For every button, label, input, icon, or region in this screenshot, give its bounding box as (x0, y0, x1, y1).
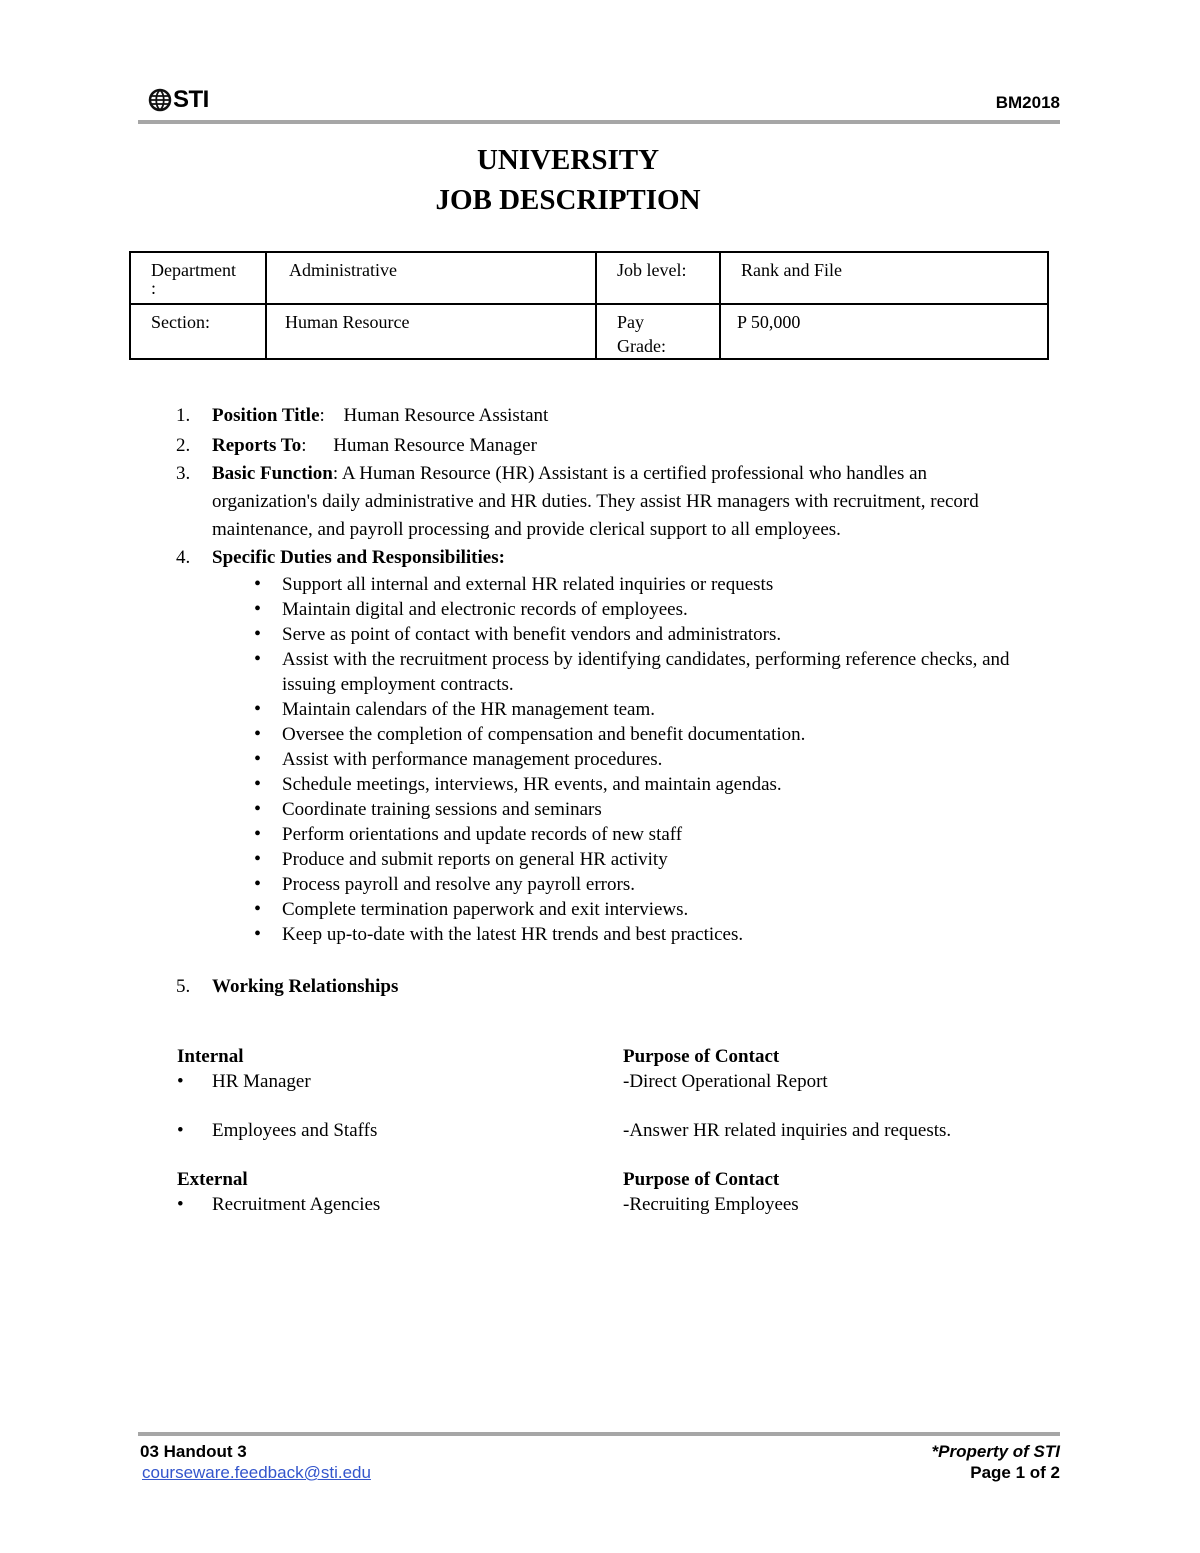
header-divider (138, 120, 1060, 124)
relationship-row (177, 1069, 1057, 1094)
list-item: • Process payroll and resolve any payroll errors. (240, 872, 1030, 897)
purpose-heading: Purpose of Contact (623, 1046, 780, 1067)
duties-list (170, 572, 1030, 947)
working-relationships-label: Working Relationships (212, 976, 399, 997)
external-header-row (177, 1167, 1057, 1192)
reports-to-label: Reports To (212, 435, 302, 456)
basic-function-item (170, 460, 1030, 544)
relationship-row (177, 1118, 1057, 1143)
duties-item (170, 544, 1030, 572)
item-number: 3. (176, 463, 191, 484)
logo-text: STI (173, 86, 209, 113)
external-heading: External (177, 1169, 248, 1190)
job-description-body (170, 402, 1030, 1001)
contact-name: HR Manager (212, 1071, 311, 1092)
reports-to-value: Human Resource Manager (333, 435, 537, 456)
page-title (0, 140, 1136, 220)
pay-grade-value: P 50,000 (720, 304, 1048, 359)
basic-function-label: Basic Function (212, 463, 333, 484)
relationship-row (177, 1192, 1057, 1217)
department-value: Administrative (266, 252, 596, 304)
title-line-2: JOB DESCRIPTION (435, 184, 701, 216)
sti-logo (148, 86, 209, 114)
list-item: • Maintain digital and electronic records of employees. (240, 597, 1030, 622)
department-label: Department (151, 260, 236, 280)
list-item: • Oversee the completion of compensation and benefit documentation. (240, 722, 1030, 747)
basic-function-text: : A Human Resource (HR) Assistant is a certified professional who handles an organization's daily administrative and HR duties. They assist HR managers with recruitment, record maintenance, and payroll processing and provide clerical support to all employees. (212, 463, 979, 540)
working-relationships (177, 1044, 1057, 1217)
bullet-icon: • (177, 1071, 184, 1092)
contact-name: Recruitment Agencies (212, 1194, 381, 1215)
list-item: • Perform orientations and update records of new staff (240, 822, 1030, 847)
contact-purpose: -Direct Operational Report (623, 1071, 828, 1092)
duties-label: Specific Duties and Responsibilities: (212, 547, 505, 568)
list-item: • Schedule meetings, interviews, HR events, and maintain agendas. (240, 772, 1030, 797)
job-level-value: Rank and File (720, 252, 1048, 304)
position-title-value: Human Resource Assistant (343, 405, 549, 426)
contact-purpose: -Answer HR related inquiries and requests. (623, 1120, 952, 1141)
document-code: BM2018 (995, 93, 1060, 112)
footer-divider (138, 1432, 1060, 1436)
internal-header-row (177, 1044, 1057, 1069)
list-item: • Complete termination paperwork and exit interviews. (240, 897, 1030, 922)
footer-left (140, 1441, 371, 1483)
list-item: • Coordinate training sessions and seminars (240, 797, 1030, 822)
item-number: 1. (176, 405, 191, 426)
bullet-icon: • (177, 1120, 184, 1141)
item-number: 2. (176, 435, 191, 456)
list-item: • Serve as point of contact with benefit vendors and administrators. (240, 622, 1030, 647)
list-item: • Support all internal and external HR related inquiries or requests (240, 572, 1030, 597)
bullet-icon: • (177, 1194, 184, 1215)
item-number: 4. (176, 547, 191, 568)
property-notice: *Property of STI (931, 1442, 1060, 1461)
working-relationships-item (170, 973, 1030, 1001)
handout-label: 03 Handout 3 (140, 1442, 247, 1461)
department-colon: : (151, 278, 157, 298)
list-item: • Assist with the recruitment process by identifying candidates, performing reference checks, and issuing employment contracts. (240, 647, 1030, 697)
section-label: Section: (130, 304, 266, 359)
internal-heading: Internal (177, 1046, 244, 1067)
title-line-1: UNIVERSITY (476, 144, 660, 176)
department-label-cell (130, 252, 266, 304)
page-number: Page 1 of 2 (970, 1463, 1060, 1482)
footer-right (932, 1441, 1060, 1483)
section-value: Human Resource (266, 304, 596, 359)
job-level-label: Job level: (596, 252, 720, 304)
contact-purpose: -Recruiting Employees (623, 1194, 799, 1215)
position-title-item: 1. Position Title: Human Resource Assistant (170, 402, 1030, 430)
job-info-table (129, 251, 1049, 360)
table-row (130, 304, 1048, 359)
feedback-email-link[interactable]: courseware.feedback@sti.edu (142, 1463, 371, 1482)
table-row (130, 252, 1048, 304)
globe-icon (148, 88, 172, 112)
pay-grade-label-2: Grade: (617, 336, 666, 356)
list-item: • Keep up-to-date with the latest HR trends and best practices. (240, 922, 1030, 947)
list-item: • Maintain calendars of the HR management team. (240, 697, 1030, 722)
list-item: • Assist with performance management procedures. (240, 747, 1030, 772)
reports-to-item: 2. Reports To: Human Resource Manager (170, 432, 1030, 460)
list-item: • Produce and submit reports on general HR activity (240, 847, 1030, 872)
pay-grade-label-1: Pay (617, 312, 644, 332)
purpose-heading: Purpose of Contact (623, 1169, 780, 1190)
item-number: 5. (176, 976, 191, 997)
contact-name: Employees and Staffs (212, 1120, 378, 1141)
pay-grade-label-cell (596, 304, 720, 359)
position-title-label: Position Title (212, 405, 320, 426)
